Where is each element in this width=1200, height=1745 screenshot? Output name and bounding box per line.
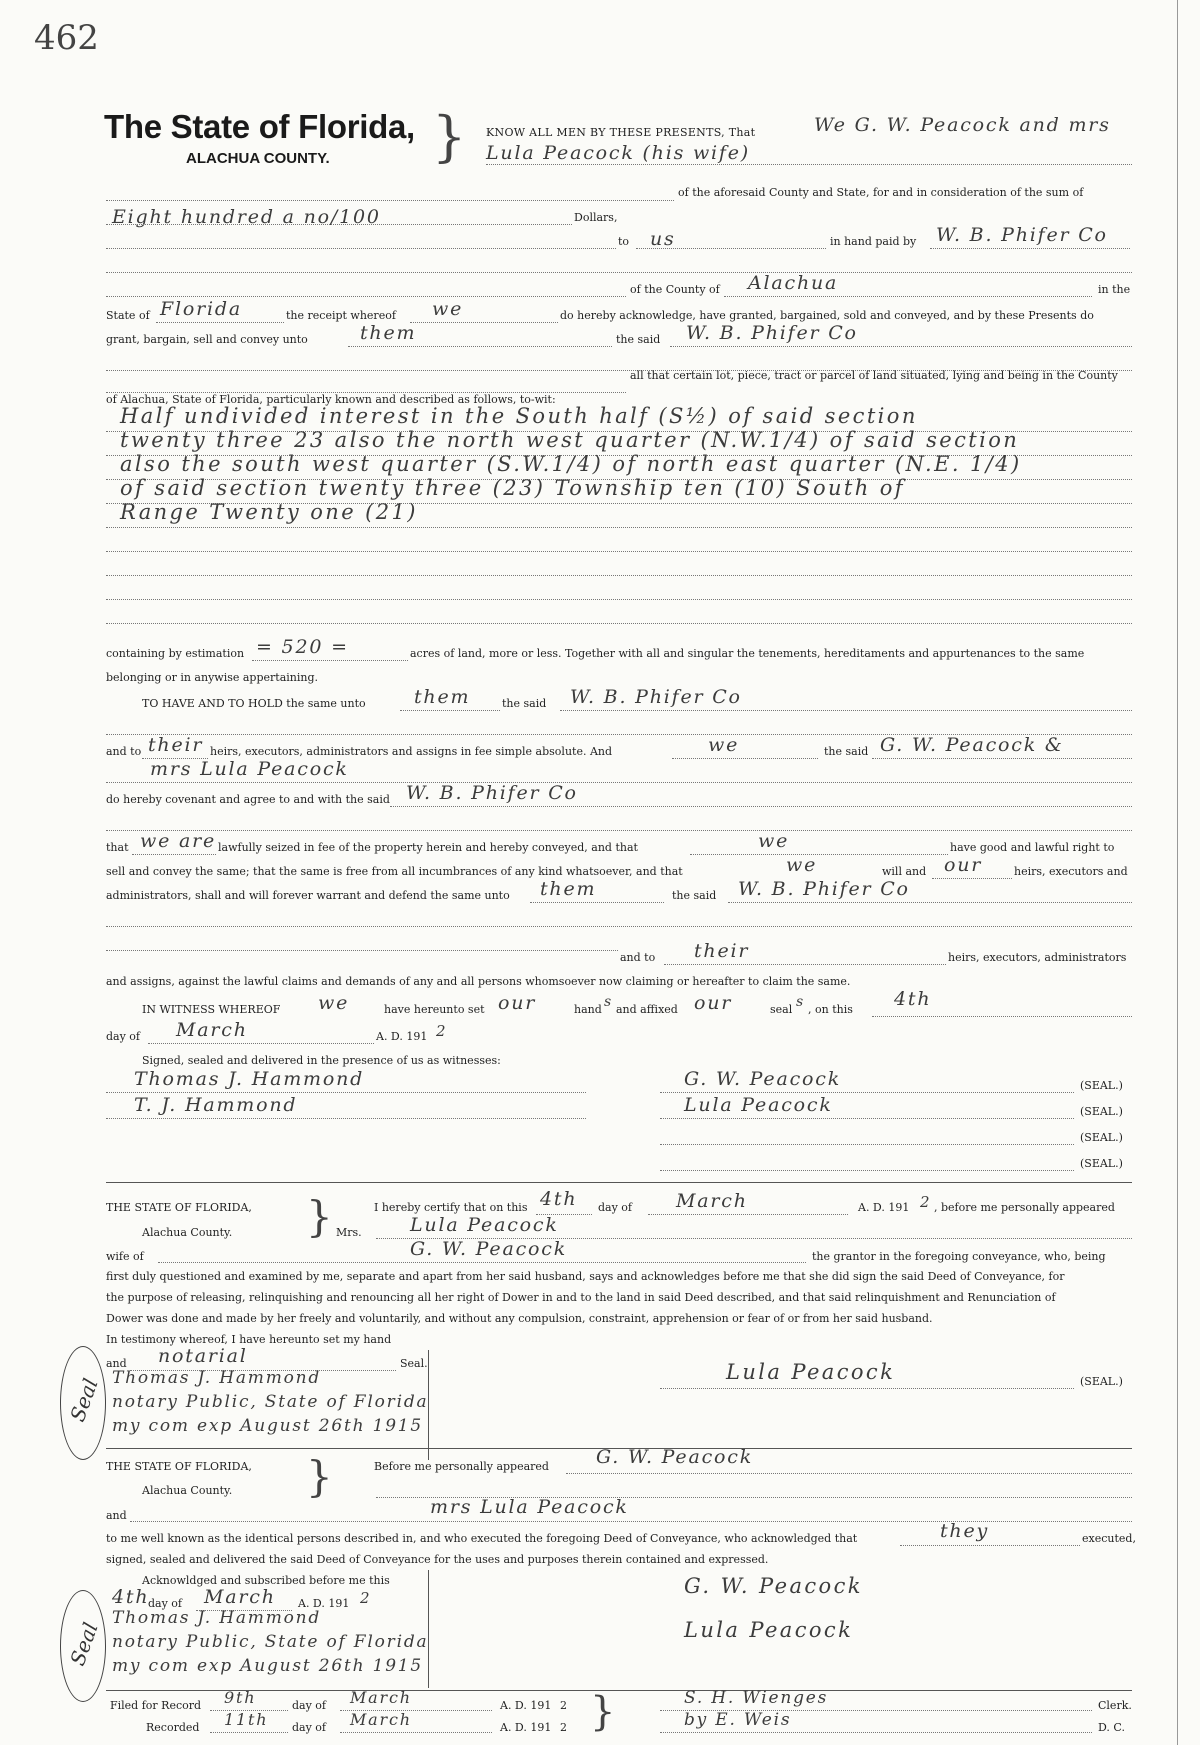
witness-day-hw: 4th	[894, 988, 932, 1010]
section-rule	[106, 1690, 1132, 1691]
filing-brace: }	[590, 1689, 616, 1735]
have-hereunto-text: have hereunto set	[384, 1003, 485, 1016]
fill-line	[690, 854, 948, 855]
in-witness-text: IN WITNESS WHEREOF	[142, 1003, 281, 1016]
the-said-4-text: the said	[672, 889, 717, 902]
cert1-testimony: In testimony whereof, I have hereunto set my hand	[106, 1333, 392, 1346]
clerk-hw: S. H. Wienges	[684, 1688, 829, 1708]
will-and-text: will and	[882, 865, 927, 878]
witness-2-hw: T. J. Hammond	[134, 1094, 298, 1116]
fill-line	[660, 1092, 1074, 1093]
state-of-text: State of	[106, 309, 150, 322]
covenant-hw: W. B. Phifer Co	[406, 782, 578, 804]
cert1-body-2: the purpose of releasing, relinquishing and renouncing all her right of Dower in and to the land in said Deed described, and that said relinquishment and Renunciation of	[106, 1291, 1056, 1304]
fill-line	[724, 296, 1092, 297]
and-to-2-hw: their	[694, 940, 750, 962]
fill-line	[106, 599, 1132, 600]
seal-1: (SEAL.)	[1080, 1079, 1123, 1092]
cert1-notary-hw-3: my com exp August 26th 1915	[112, 1416, 424, 1436]
receipt-hw: we	[432, 298, 464, 320]
cert2-notary-hw-3: my com exp August 26th 1915	[112, 1656, 424, 1676]
habendum-grantor-hw-1: G. W. Peacock &	[880, 734, 1064, 756]
acknowledge-text: do hereby acknowledge, have granted, bargained, sold and conveyed, and by these Presents do	[560, 309, 1094, 322]
in-the-text: in the	[1098, 283, 1131, 296]
cert2-before: Before me personally appeared	[374, 1460, 549, 1473]
cert1-month-hw: March	[676, 1190, 748, 1212]
county-hw: Alachua	[748, 272, 839, 294]
all-certain-text: all that certain lot, piece, tract or parcel of land situated, lying and being in the County	[630, 369, 1118, 382]
fill-line	[664, 964, 946, 965]
and-to-2-text: and to	[620, 951, 656, 964]
set-hw: our	[498, 992, 537, 1014]
seal-2: (SEAL.)	[1080, 1105, 1123, 1118]
cert1-state: THE STATE OF FLORIDA,	[106, 1201, 252, 1214]
cert2-executed: executed,	[1082, 1532, 1136, 1545]
grantee-hw: W. B. Phifer Co	[686, 322, 858, 344]
cert1-husband-hw: G. W. Peacock	[410, 1238, 568, 1260]
seal-3: (SEAL.)	[1080, 1131, 1123, 1144]
that-text: that	[106, 841, 129, 854]
fill-line	[106, 200, 674, 201]
fill-line	[636, 248, 826, 249]
fill-line	[106, 1118, 586, 1119]
cert2-day-hw: 4th	[112, 1586, 150, 1608]
cert2-day-of: day of	[148, 1597, 183, 1610]
fill-line	[106, 551, 1132, 552]
hand-s-hw: s	[604, 994, 613, 1010]
state-title: The State of Florida,	[104, 108, 415, 145]
witness-year-hw: 2	[436, 1022, 448, 1040]
cert2-body-2: signed, sealed and delivered the said Deed of Conveyance for the uses and purposes therein contained and expressed.	[106, 1553, 769, 1566]
seized-hw: we	[758, 830, 790, 852]
consideration-text: of the aforesaid County and State, for and in consideration of the sum of	[678, 186, 1084, 199]
assigns-text: and assigns, against the lawful claims and demands of any and all persons whomsoever now claiming or hereafter to claim the same.	[106, 975, 851, 988]
witness-1-hw: Thomas J. Hammond	[134, 1068, 365, 1090]
fill-line	[660, 1118, 1074, 1119]
cert2-notary-hw-1: Thomas J. Hammond	[112, 1608, 322, 1628]
grantors-hw-2: Lula Peacock (his wife)	[486, 142, 751, 164]
day-of-text: day of	[106, 1030, 141, 1043]
cert2-year-hw: 2	[360, 1589, 372, 1607]
good-right-text: have good and lawful right to	[950, 841, 1115, 854]
fill-line	[252, 660, 408, 661]
filed-day-hw: 9th	[224, 1688, 257, 1707]
cert1-body-3: Dower was done and made by her freely and voluntarily, and without any compulsion, constraint, apprehension or fear of or from her said husband.	[106, 1312, 933, 1325]
the-said-2-text: the said	[502, 697, 547, 710]
cert1-before: , before me personally appeared	[934, 1201, 1115, 1214]
cert1-day-of: day of	[598, 1201, 633, 1214]
cert2-and: and	[106, 1509, 127, 1522]
rec-day-of: day of	[292, 1721, 327, 1734]
fill-line	[390, 806, 1132, 807]
fill-line	[106, 950, 618, 951]
cert2-they-hw: they	[940, 1520, 990, 1542]
cert1-signature-hw: Lula Peacock	[726, 1360, 896, 1384]
county-title: ALACHUA COUNTY.	[186, 150, 330, 167]
dc-hw: by E. Weis	[684, 1710, 792, 1730]
cert1-notary-hw-2: notary Public, State of Florida	[112, 1392, 429, 1412]
section-rule	[106, 1182, 1132, 1183]
affixed-text: and affixed	[616, 1003, 678, 1016]
filed-day-of: day of	[292, 1699, 327, 1712]
heirs-2-text: heirs, executors, administrators	[948, 951, 1127, 964]
of-county-text: of the County of	[630, 283, 720, 296]
habendum-grantor-hw-2: mrs Lula Peacock	[150, 758, 349, 780]
rec-ad: A. D. 191	[500, 1721, 552, 1734]
cert1-and: and	[106, 1357, 127, 1370]
administrators-text: administrators, shall and will forever warrant and defend the same unto	[106, 889, 510, 902]
fill-line	[566, 1473, 1132, 1474]
know-all-text: KNOW ALL MEN BY THESE PRESENTS, That	[486, 126, 756, 139]
on-this-text: , on this	[808, 1003, 853, 1016]
fill-line	[660, 1388, 1074, 1389]
cert1-certify: I hereby certify that on this	[374, 1201, 528, 1214]
acres-hw: = 520 =	[256, 636, 349, 658]
cert2-body-1: to me well known as the identical persons described in, and who executed the foregoing Deed of Conveyance, who acknowledged that	[106, 1532, 858, 1545]
filed-year: 2	[560, 1699, 567, 1712]
fill-line	[106, 575, 1132, 576]
cert1-brace: }	[306, 1192, 333, 1241]
cert2-and-hw: mrs Lula Peacock	[430, 1496, 629, 1518]
fill-line	[872, 758, 1132, 759]
to-have-hw: them	[414, 686, 471, 708]
fill-line	[400, 710, 500, 711]
the-said-3-text: the said	[824, 745, 869, 758]
fill-line	[900, 1545, 1080, 1546]
fill-line	[930, 248, 1130, 249]
fill-line	[530, 902, 664, 903]
fill-line	[728, 902, 1132, 903]
cert1-wife-of: wife of	[106, 1250, 144, 1263]
state-hw: Florida	[160, 298, 242, 320]
fill-line	[158, 1262, 806, 1263]
fill-line	[106, 926, 1132, 927]
description-hw-5: Range Twenty one (21)	[120, 500, 418, 524]
and-hw: we	[708, 734, 740, 756]
heirs-exec-text: heirs, executors and	[1014, 865, 1128, 878]
signer-1-hw: G. W. Peacock	[684, 1068, 842, 1090]
fill-line	[106, 623, 1132, 624]
fill-line	[106, 1092, 586, 1093]
fill-line	[660, 1170, 1074, 1171]
fill-line	[106, 527, 1132, 528]
containing-rest: acres of land, more or less. Together with all and singular the tenements, hereditaments and appurtenances to the same	[410, 647, 1085, 660]
cert1-notarial-hw: notarial	[158, 1345, 248, 1367]
cert2-sig-1-hw: G. W. Peacock	[684, 1574, 863, 1598]
cert1-body-1: first duly questioned and examined by me, separate and apart from her said husband, says and acknowledges before me that she did sign the said Deed of Conveyance, for	[106, 1270, 1065, 1283]
notary-seal-label: Seal	[65, 1375, 103, 1425]
sell-convey-text: sell and convey the same; that the same is free from all incumbrances of any kind whatsoever, and that	[106, 865, 683, 878]
brace: }	[432, 105, 467, 168]
cert2-before-hw: G. W. Peacock	[596, 1446, 754, 1468]
fill-line	[660, 1144, 1074, 1145]
affixed-hw: our	[694, 992, 733, 1014]
grantors-hw-1: We G. W. Peacock and mrs	[814, 114, 1111, 136]
cert2-month-hw: March	[204, 1586, 276, 1608]
hand-text: hand	[574, 1003, 602, 1016]
to-have-text: TO HAVE AND TO HOLD the same unto	[142, 697, 366, 710]
witness-we-hw: we	[318, 992, 350, 1014]
page-edge	[1177, 0, 1178, 1745]
admin-hw: them	[540, 878, 597, 900]
fill-line	[106, 830, 1132, 831]
fill-line	[560, 710, 1132, 711]
fill-line	[872, 1016, 1132, 1017]
cert1-notary-hw-1: Thomas J. Hammond	[112, 1368, 322, 1388]
cert2-sig-2-hw: Lula Peacock	[684, 1618, 854, 1642]
seal-s-hw: s	[796, 994, 805, 1010]
cert1-year-hw: 2	[920, 1193, 932, 1211]
witness-month-hw: March	[176, 1019, 248, 1041]
grant-unto-text: grant, bargain, sell and convey unto	[106, 333, 308, 346]
description-hw-3: also the south west quarter (S.W.1/4) of north east quarter (N.E. 1/4)	[120, 452, 1022, 476]
cert1-county: Alachua County.	[142, 1226, 233, 1239]
fill-line	[648, 1214, 848, 1215]
belonging-text: belonging or in anywise appertaining.	[106, 671, 319, 684]
fill-line	[932, 878, 1012, 879]
fill-line	[106, 272, 1132, 273]
cert2-notary-hw-2: notary Public, State of Florida	[112, 1632, 429, 1652]
description-hw-1: Half undivided interest in the South half (S½) of said section	[120, 404, 918, 428]
heirs-text: heirs, executors, administrators and assigns in fee simple absolute. And	[210, 745, 613, 758]
signer-2-hw: Lula Peacock	[684, 1094, 833, 1116]
that-hw: we are	[140, 830, 217, 852]
cert1-grantor: the grantor in the foregoing conveyance, who, being	[812, 1250, 1106, 1263]
and-to-hw: their	[148, 734, 204, 756]
fill-line	[156, 322, 284, 323]
description-hw-4: of said section twenty three (23) Township ten (10) South of	[120, 476, 905, 500]
dc-text: D. C.	[1098, 1721, 1125, 1734]
ad-text: A. D. 191	[376, 1030, 428, 1043]
cert2-state: THE STATE OF FLORIDA,	[106, 1460, 252, 1473]
defend-hw: W. B. Phifer Co	[738, 878, 910, 900]
rec-day-hw: 11th	[224, 1710, 269, 1729]
filed-text: Filed for Record	[110, 1699, 202, 1712]
recorded-text: Recorded	[146, 1721, 200, 1734]
containing-text: containing by estimation	[106, 647, 245, 660]
and-to-text: and to	[106, 745, 142, 758]
cert2-ack: Acknowldged and subscribed before me this	[142, 1574, 390, 1587]
fill-line	[106, 224, 572, 225]
cert1-mrs-hw: Lula Peacock	[410, 1214, 559, 1236]
cert1-day-hw: 4th	[540, 1188, 578, 1210]
cert1-seal-word: Seal.	[400, 1357, 428, 1370]
dollars-text: Dollars,	[574, 211, 618, 224]
page-number: 462	[34, 18, 99, 58]
receipt-text: the receipt whereof	[286, 309, 396, 322]
amount-hw: Eight hundred a no/100	[112, 206, 381, 228]
fill-line	[672, 758, 818, 759]
cert2-brace: }	[306, 1452, 333, 1501]
seal-s-text: seal	[770, 1003, 793, 1016]
fill-line	[486, 164, 1132, 165]
clerk-text: Clerk.	[1098, 1699, 1132, 1712]
of-alachua-text: of Alachua, State of Florida, particularly known and described as follows, to-wit:	[106, 393, 556, 406]
description-hw-2: twenty three 23 also the north west quarter (N.W.1/4) of said section	[120, 428, 1020, 452]
fill-line	[148, 1043, 374, 1044]
cert1-mrs: Mrs.	[336, 1226, 362, 1239]
seized-text: lawfully seized in fee of the property herein and hereby conveyed, and that	[218, 841, 638, 854]
habendum-grantee-hw: W. B. Phifer Co	[570, 686, 742, 708]
to-hw: us	[650, 228, 676, 250]
to-text: to	[618, 235, 630, 248]
fill-line	[340, 1732, 492, 1733]
paid-by-text: in hand paid by	[830, 235, 917, 248]
notary-seal-label-2: Seal	[65, 1619, 103, 1669]
filed-ad: A. D. 191	[500, 1699, 552, 1712]
rec-month-hw: March	[350, 1710, 412, 1729]
fill-line	[106, 782, 1132, 783]
paid-by-hw: W. B. Phifer Co	[936, 224, 1108, 246]
seal-4: (SEAL.)	[1080, 1157, 1123, 1170]
rec-year: 2	[560, 1721, 567, 1734]
fill-line	[670, 346, 1132, 347]
will-hw: our	[944, 854, 983, 876]
cert2-ad: A. D. 191	[298, 1597, 350, 1610]
covenant-text: do hereby covenant and agree to and with the said	[106, 793, 390, 806]
cert1-seal: (SEAL.)	[1080, 1375, 1123, 1388]
cert1-ad: A. D. 191	[858, 1201, 910, 1214]
fill-line	[660, 1732, 1092, 1733]
cert2-seal-bracket	[428, 1570, 429, 1688]
sell-hw: we	[786, 854, 818, 876]
filed-month-hw: March	[350, 1688, 412, 1707]
signed-sealed-text: Signed, sealed and delivered in the presence of us as witnesses:	[142, 1054, 501, 1067]
fill-line	[132, 854, 216, 855]
fill-line	[410, 322, 558, 323]
the-said-text: the said	[616, 333, 661, 346]
fill-line	[106, 296, 626, 297]
fill-line	[348, 346, 612, 347]
fill-line	[210, 1732, 288, 1733]
fill-line	[106, 248, 616, 249]
cert2-county: Alachua County.	[142, 1484, 233, 1497]
grant-unto-hw: them	[360, 322, 417, 344]
